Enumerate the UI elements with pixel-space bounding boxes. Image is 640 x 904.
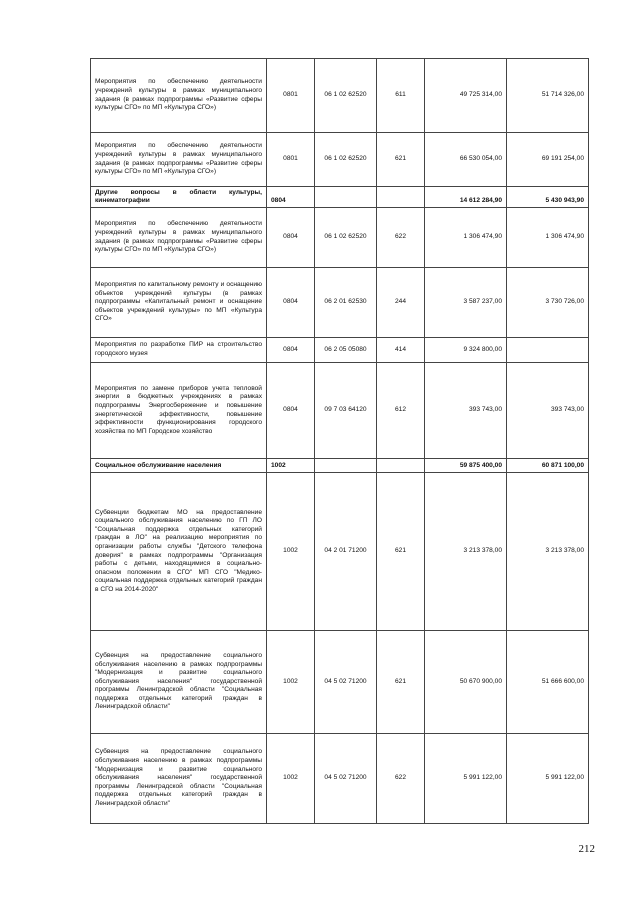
row-sum-2: 51 666 600,00 bbox=[507, 631, 589, 734]
page-number: 212 bbox=[578, 843, 595, 855]
row-expense-type: 621 bbox=[377, 631, 425, 734]
table-row bbox=[91, 59, 589, 133]
row-expense-type bbox=[377, 459, 425, 473]
table-row bbox=[91, 631, 589, 734]
row-sum-2: 60 871 100,00 bbox=[507, 459, 589, 473]
row-expense-type: 611 bbox=[377, 59, 425, 133]
row-section: 0804 bbox=[267, 268, 315, 338]
row-expense-type: 621 bbox=[377, 473, 425, 631]
row-target: 06 1 02 62520 bbox=[315, 208, 377, 268]
table-row bbox=[91, 268, 589, 338]
row-sum-1: 66 530 054,00 bbox=[425, 133, 507, 187]
row-sum-1: 14 612 284,90 bbox=[425, 187, 507, 208]
row-sum-2: 5 430 943,90 bbox=[507, 187, 589, 208]
row-name: Субвенция на предоставление социального обслуживания населению в рамках подпрограммы "Модернизация и развитие социального обслуживания населения" государственной программы Ленинградской области "Социальная поддержка отдельных категорий граждан в Ленинградской области" bbox=[91, 734, 267, 824]
row-name: Другие вопросы в области культуры, кинематографии bbox=[91, 187, 267, 208]
row-sum-2 bbox=[507, 338, 589, 363]
row-sum-1: 59 875 400,00 bbox=[425, 459, 507, 473]
row-target: 06 2 05 05080 bbox=[315, 338, 377, 363]
row-sum-1: 50 670 900,00 bbox=[425, 631, 507, 734]
row-sum-2: 3 730 726,00 bbox=[507, 268, 589, 338]
row-section: 0804 bbox=[267, 338, 315, 363]
row-expense-type: 244 bbox=[377, 268, 425, 338]
row-sum-2: 1 306 474,90 bbox=[507, 208, 589, 268]
row-section: 0804 bbox=[267, 208, 315, 268]
row-expense-type: 622 bbox=[377, 734, 425, 824]
row-target bbox=[315, 459, 377, 473]
row-sum-1: 9 324 800,00 bbox=[425, 338, 507, 363]
row-sum-1: 3 213 378,00 bbox=[425, 473, 507, 631]
row-section: 1002 bbox=[267, 473, 315, 631]
row-sum-2: 3 213 378,00 bbox=[507, 473, 589, 631]
table-row-group bbox=[91, 459, 589, 473]
row-target: 04 2 01 71200 bbox=[315, 473, 377, 631]
table-row bbox=[91, 473, 589, 631]
row-section: 0801 bbox=[267, 133, 315, 187]
row-sum-2: 51 714 326,00 bbox=[507, 59, 589, 133]
row-target: 09 7 03 64120 bbox=[315, 363, 377, 459]
row-target bbox=[315, 187, 377, 208]
row-name: Мероприятия по обеспечению деятельности учреждений культуры в рамках муниципального задания (в рамках подпрограммы «Развитие сферы культуры СГО» по МП «Культура СГО») bbox=[91, 59, 267, 133]
row-target: 06 2 01 62530 bbox=[315, 268, 377, 338]
row-section: 0801 bbox=[267, 59, 315, 133]
row-name: Субвенции бюджетам МО на предоставление социального обслуживания населению по ГП ЛО "Социальная поддержка отдельных категорий граждан в ЛО" на реализацию мероприятия по организации работы службы "Детского телефона доверия" в рамках подпрограммы "Организация работы с детьми, находящимися в социально-опасном положении в СГО" МП СГО "Медико-социальная поддержка отдельных категорий граждан в СГО на 2014-2020" bbox=[91, 473, 267, 631]
row-sum-1: 393 743,00 bbox=[425, 363, 507, 459]
row-name: Мероприятия по разработке ПИР на строительство городского музея bbox=[91, 338, 267, 363]
row-target: 06 1 02 62520 bbox=[315, 59, 377, 133]
row-name: Мероприятия по замене приборов учета тепловой энергии в бюджетных учреждениях в рамках подпрограммы Энергосбережение и повышение энергетической эффективности, повышение эффективности функционирования городского хозяйства по МП Городское хозяйство bbox=[91, 363, 267, 459]
row-section: 1002 bbox=[267, 734, 315, 824]
row-name: Мероприятия по обеспечению деятельности учреждений культуры в рамках муниципального задания (в рамках подпрограммы «Развитие сферы культуры СГО» по МП «Культура СГО») bbox=[91, 133, 267, 187]
row-section: 1002 bbox=[267, 631, 315, 734]
budget-table-body bbox=[91, 59, 589, 824]
row-name: Мероприятия по капитальному ремонту и оснащению объектов учреждений культуры (в рамках подпрограммы «Капитальный ремонт и оснащение объектов учреждений культуры» по МП «Культура СГО» bbox=[91, 268, 267, 338]
row-name: Мероприятия по обеспечению деятельности учреждений культуры в рамках муниципального задания (в рамках подпрограммы «Развитие сферы культуры СГО» по МП «Культура СГО») bbox=[91, 208, 267, 268]
table-row bbox=[91, 208, 589, 268]
row-section: 1002 bbox=[267, 459, 315, 473]
row-target: 04 5 02 71200 bbox=[315, 631, 377, 734]
row-section: 0804 bbox=[267, 187, 315, 208]
row-sum-2: 393 743,00 bbox=[507, 363, 589, 459]
row-target: 04 5 02 71200 bbox=[315, 734, 377, 824]
table-row bbox=[91, 338, 589, 363]
row-sum-1: 1 306 474,90 bbox=[425, 208, 507, 268]
budget-table bbox=[90, 58, 589, 824]
row-expense-type bbox=[377, 187, 425, 208]
row-sum-1: 49 725 314,00 bbox=[425, 59, 507, 133]
row-expense-type: 414 bbox=[377, 338, 425, 363]
row-name: Субвенция на предоставление социального обслуживания населению в рамках подпрограммы "Модернизация и развитие социального обслуживания населения" государственной программы Ленинградской области "Социальная поддержка отдельных категорий граждан в Ленинградской области" bbox=[91, 631, 267, 734]
table-row bbox=[91, 363, 589, 459]
row-target: 06 1 02 62520 bbox=[315, 133, 377, 187]
row-sum-1: 5 991 122,00 bbox=[425, 734, 507, 824]
row-expense-type: 612 bbox=[377, 363, 425, 459]
table-row bbox=[91, 133, 589, 187]
row-expense-type: 621 bbox=[377, 133, 425, 187]
row-sum-2: 69 191 254,00 bbox=[507, 133, 589, 187]
row-section: 0804 bbox=[267, 363, 315, 459]
table-row bbox=[91, 734, 589, 824]
table-row-group bbox=[91, 187, 589, 208]
row-expense-type: 622 bbox=[377, 208, 425, 268]
row-sum-2: 5 991 122,00 bbox=[507, 734, 589, 824]
row-sum-1: 3 587 237,00 bbox=[425, 268, 507, 338]
row-name: Социальное обслуживание населения bbox=[91, 459, 267, 473]
